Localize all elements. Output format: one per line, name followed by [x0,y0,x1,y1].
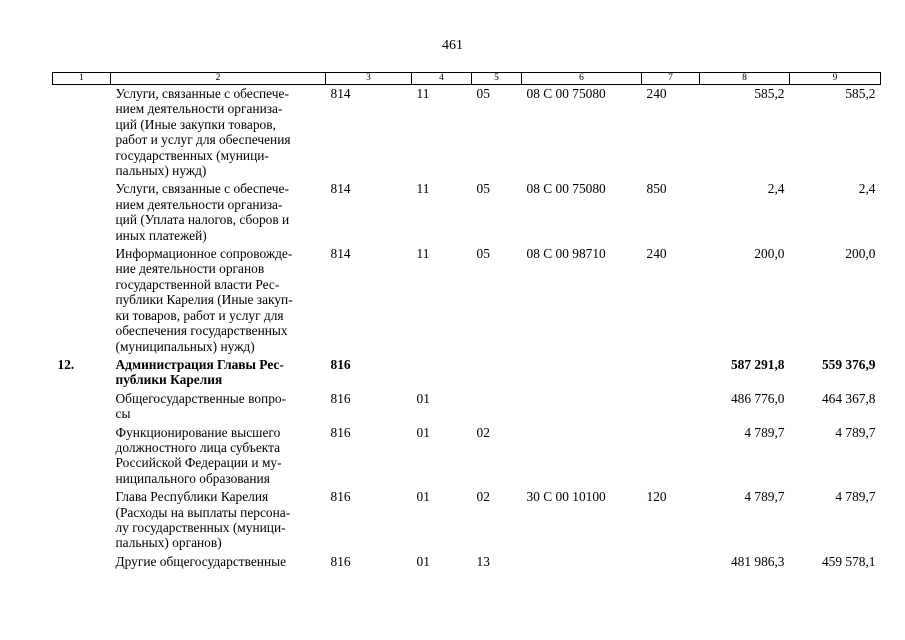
expense-name-line: Функционирование высшего [115,424,281,440]
section-code-cell: 11 [416,86,430,101]
expense-name-line: ние деятельности органов [115,261,265,277]
amount-year2-cell: 464 367,8 [821,390,876,406]
table-row [53,553,881,571]
amount-year1-cell: 481 986,3 [730,553,785,569]
column-header: 3 [326,73,412,85]
column-header: 6 [522,73,642,85]
table-row [53,180,881,245]
column-header: 7 [642,73,700,85]
expense-name-line: нием деятельности организа- [115,101,283,117]
subsection-code-cell [472,356,522,390]
table-row [53,245,881,356]
amount-year2-cell: 2,4 [858,181,876,197]
subsection-code-cell: 05 [476,246,490,262]
expense-name-cell [111,245,326,356]
expense-name-line: Услуги, связанные с обеспече- [115,86,289,101]
expense-name-line: Информационное сопровожде- [115,246,293,262]
amount-year2-cell: 585,2 [845,86,876,101]
subsection-code-cell: 02 [476,424,490,440]
target-article-cell: 08 С 00 75080 [526,86,606,101]
table-row [53,488,881,553]
expense-name-cell [111,488,326,553]
row-number-cell [53,488,111,553]
expense-name-line: (муниципальных) нужд) [115,338,255,354]
expense-name-line: иных платежей) [115,227,207,243]
section-code-cell: 11 [416,181,430,197]
expense-type-cell: 120 [646,489,667,505]
target-article-cell [522,424,642,489]
department-code-cell: 816 [330,390,351,406]
expense-type-cell: 850 [646,181,667,197]
amount-year2-cell: 4 789,7 [835,424,876,440]
expense-type-cell [642,356,700,390]
expense-name-line: публики Карелия [115,372,223,388]
expense-type-cell [642,390,700,424]
row-number-cell [53,180,111,245]
section-code-cell [412,356,472,390]
expense-name-line: Российской Федерации и му- [115,455,282,471]
department-code-cell: 814 [330,246,351,262]
subsection-code-cell: 02 [476,489,490,505]
expense-name-line: (Расходы на выплаты персона- [115,504,291,520]
amount-year1-cell: 4 789,7 [744,424,785,440]
column-header: 2 [111,73,326,85]
expense-name-line: пальных) нужд) [115,163,207,179]
subsection-code-cell [472,390,522,424]
row-number-cell [53,85,111,181]
amount-year2-cell: 459 578,1 [821,553,876,569]
expense-name-cell [111,85,326,181]
expense-type-cell: 240 [646,86,667,101]
expense-name-line: Глава Республики Карелия [115,489,269,505]
table-row [53,424,881,489]
subsection-code-cell: 13 [476,553,490,569]
amount-year2-cell: 559 376,9 [821,356,876,372]
expense-type-cell [642,553,700,571]
expense-name-line: государственных (муници- [115,147,269,163]
amount-year2-cell: 200,0 [845,246,876,262]
expense-name-line: пальных) органов) [115,535,222,551]
expense-name-line: должностного лица субъекта [115,439,281,455]
amount-year1-cell: 200,0 [754,246,785,262]
row-number-cell [53,245,111,356]
column-number-row [53,73,881,85]
expense-name-line: обеспечения государственных [115,323,288,339]
table-row [53,85,881,181]
section-code-cell: 01 [416,390,430,406]
row-number-cell [53,390,111,424]
expense-name-line: сы [115,406,131,422]
table-body [53,85,881,572]
department-code-cell: 816 [330,553,351,569]
column-header: 9 [790,73,881,85]
expense-name-line: ки товаров, работ и услуг для [115,307,284,323]
expense-name-line: работ и услуг для обеспечения [115,132,291,148]
target-article-cell [522,390,642,424]
subsection-code-cell: 05 [476,181,490,197]
expense-name-line: ниципального образования [115,470,270,486]
page-number: 461 [442,38,463,53]
expense-name-line: государственной власти Рес- [115,276,280,292]
section-code-cell: 11 [416,246,430,262]
department-code-cell: 816 [330,489,351,505]
amount-year1-cell: 486 776,0 [730,390,785,406]
expense-name-line: Администрация Главы Рес- [115,356,284,372]
section-code-cell: 01 [416,553,430,569]
expense-name-cell [111,180,326,245]
expense-name-line: Услуги, связанные с обеспече- [115,181,289,197]
department-code-cell: 814 [330,181,351,197]
expense-name-cell [111,553,326,571]
table-row [53,390,881,424]
expense-type-cell: 240 [646,246,667,262]
expense-name-cell [111,356,326,390]
expense-name-line: Другие общегосударственные [115,553,287,569]
table-row [53,356,881,390]
amount-year1-cell: 2,4 [767,181,785,197]
budget-table [52,72,881,571]
row-number-cell: 12. [57,356,75,372]
section-code-cell: 01 [416,424,430,440]
column-header: 1 [53,73,111,85]
amount-year1-cell: 585,2 [754,86,785,101]
column-header: 5 [472,73,522,85]
expense-name-cell [111,424,326,489]
target-article-cell: 08 С 00 98710 [526,246,606,262]
column-header: 4 [412,73,472,85]
expense-name-line: ций (Иные закупки товаров, [115,116,276,132]
section-code-cell: 01 [416,489,430,505]
amount-year2-cell: 4 789,7 [835,489,876,505]
department-code-cell: 816 [330,424,351,440]
target-article-cell [522,356,642,390]
amount-year1-cell: 587 291,8 [730,356,785,372]
expense-type-cell [642,424,700,489]
target-article-cell: 30 С 00 10100 [526,489,606,505]
amount-year1-cell: 4 789,7 [744,489,785,505]
row-number-cell [53,424,111,489]
expense-name-cell [111,390,326,424]
column-header: 8 [700,73,790,85]
target-article-cell: 08 С 00 75080 [526,181,606,197]
expense-name-line: ций (Уплата налогов, сборов и [115,212,290,228]
target-article-cell [522,553,642,571]
subsection-code-cell: 05 [476,86,490,101]
expense-name-line: публики Карелия (Иные закуп- [115,292,293,308]
expense-name-line: лу государственных (муници- [115,519,286,535]
expense-name-line: Общегосударственные вопро- [115,390,287,406]
expense-name-line: нием деятельности организа- [115,196,283,212]
department-code-cell: 816 [330,356,351,372]
department-code-cell: 814 [330,86,351,101]
row-number-cell [53,553,111,571]
